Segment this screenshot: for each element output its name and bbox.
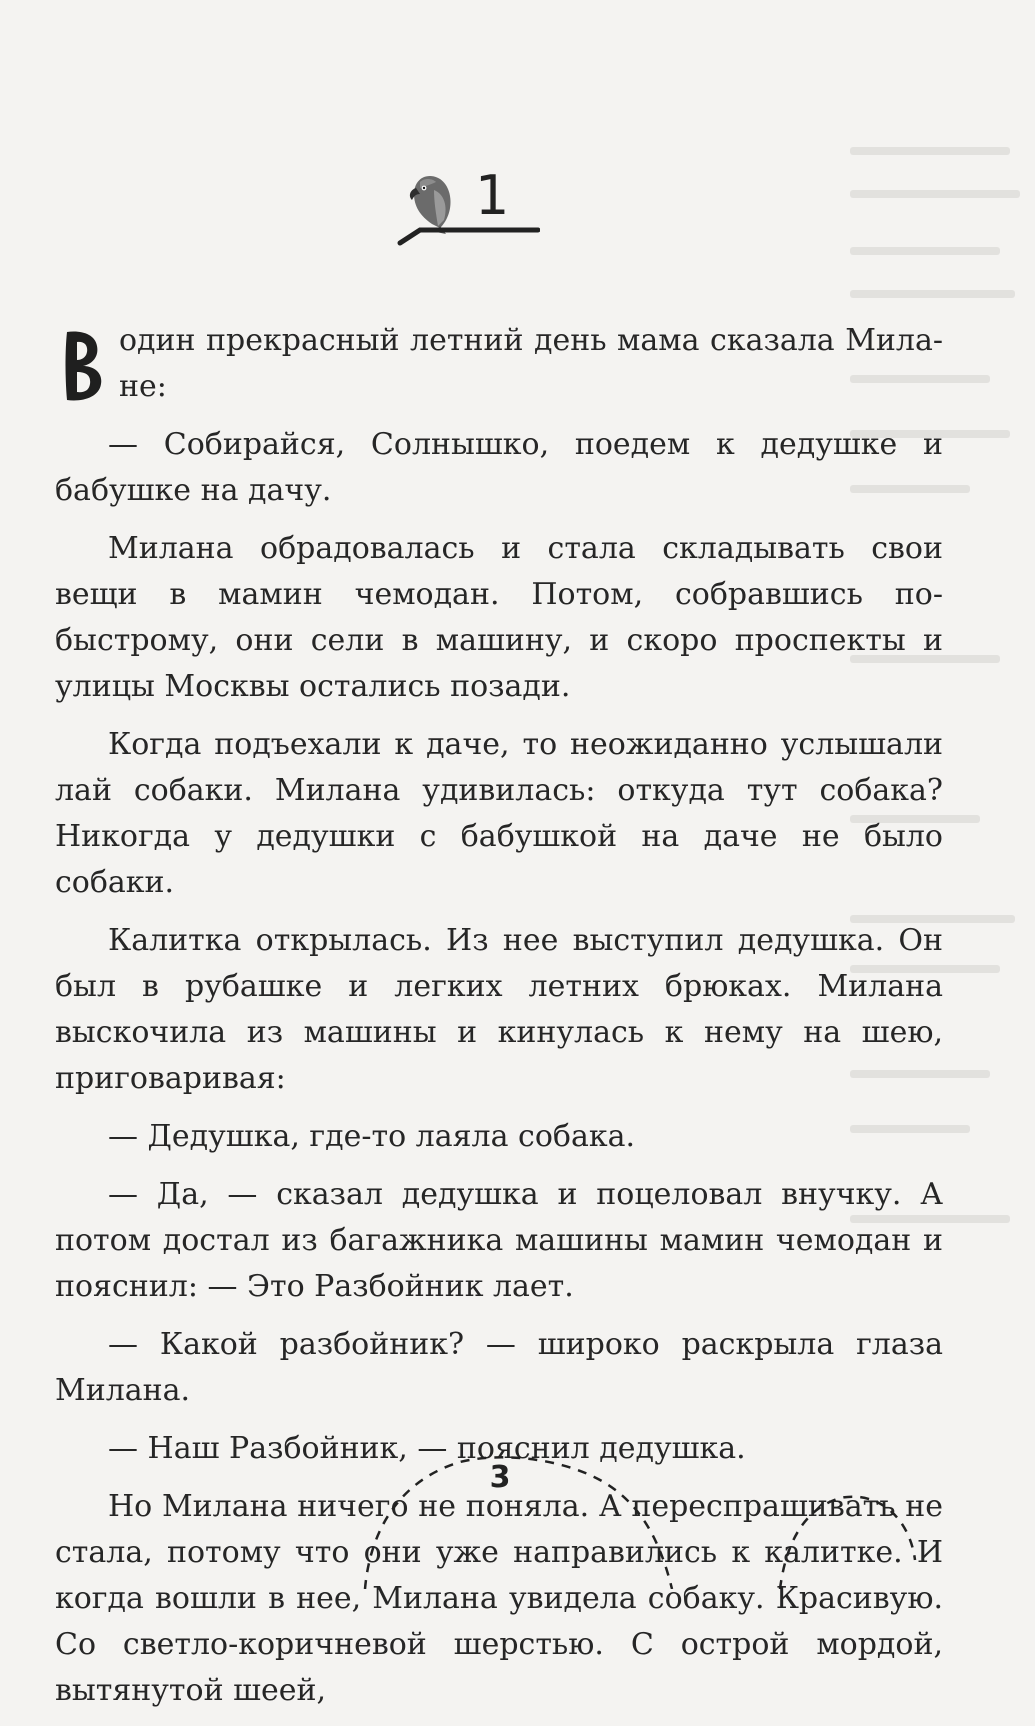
paragraph: — Какой разбойник? — широко раскрыла глаза Милана. <box>55 1327 943 1408</box>
chapter-number: 1 <box>475 164 510 227</box>
paragraph: Когда подъехали к даче, то неожиданно услышали лай собаки. Милана удивилась: откуда тут собака? Никогда у дедушки с бабушкой на даче не было собаки. <box>55 727 943 900</box>
parrot-icon <box>390 168 540 248</box>
paragraph: Но Милана ничего не поняла. А переспрашивать не стала, потому что они уже направились к калитке. И когда вошли в нее, Милана увидела собаку. Красивую. Со светло-коричневой шерстью. С острой мордой, вытянутой шеей, <box>55 1489 943 1708</box>
paragraph: — Наш Разбойник, — пояснил дедушка. <box>108 1431 746 1466</box>
paragraph: — Да, — сказал дедушка и поцеловал внучку. А потом достал из багажника машины мамин чемодан и пояснил: — Это Разбойник лает. <box>55 1177 943 1304</box>
paragraph: — Собирайся, Солнышко, поедем к дедушке и бабушке на дачу. <box>55 427 943 508</box>
paragraph <box>55 318 943 410</box>
paragraph-text: один прекрасный летний день мама сказала Милане: <box>119 323 943 404</box>
paragraph: Милана обрадовалась и стала складывать свои вещи в мамин чемодан. Потом, собравшись по-быстрому, они сели в машину, и скоро проспекты и улицы Москвы остались позади. <box>55 531 943 704</box>
paragraph: — Дедушка, где-то лаяла собака. <box>108 1119 636 1154</box>
drop-cap-letter <box>55 326 113 406</box>
page-number: 3 <box>489 1460 511 1495</box>
paragraph: Калитка открылась. Из нее выступил дедушка. Он был в рубашке и легких летних брюках. Милана выскочила из машины и кинулась к нему на шею, приговаривая: <box>55 923 943 1096</box>
chapter-heading <box>390 164 540 248</box>
